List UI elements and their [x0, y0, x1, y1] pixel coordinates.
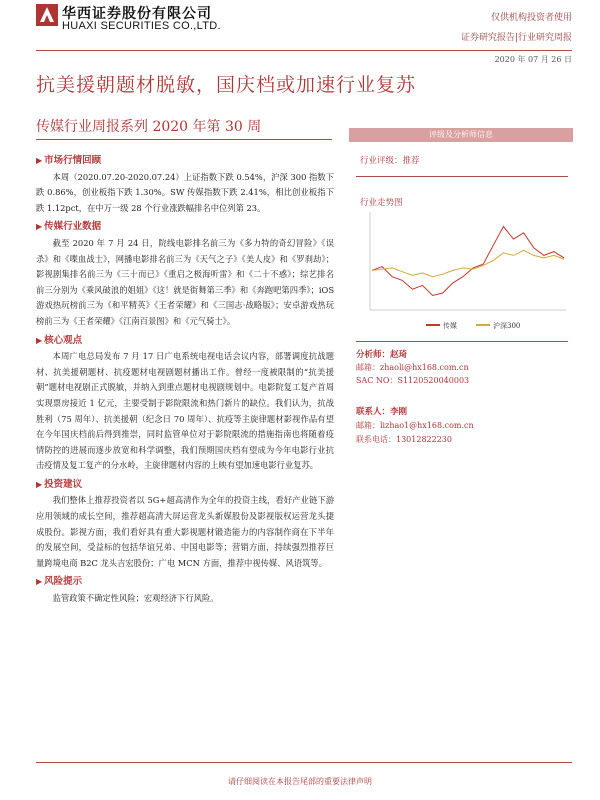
- chart-legend: [426, 321, 520, 330]
- report-date: 2020 年 07 月 26 日: [494, 55, 572, 64]
- section-text: 本周（2020.07.20-2020.07.24）上证指数下跌 0.54%，沪深 300 指数下跌 0.86%，创业板指下跌 1.30%。SW 传媒指数下跌 2.41%，相比创业板指下跌 1.12pct，在中万一级 28 个行业涨跌幅排名中位列第 23。: [36, 171, 334, 213]
- section-text: 监管政策不确定性风险；宏观经济下行风险。: [52, 593, 219, 604]
- trend-chart: [356, 210, 572, 335]
- section-heading: ▶ 市场行情回顾: [36, 155, 102, 166]
- section-heading: ▶ 核心观点: [36, 334, 83, 346]
- analyst-sac: SAC NO：S1120520040003: [356, 376, 470, 385]
- section-text: 截至 2020 年 7 月 24 日，院线电影排名前三为《多力特的奇幻冒险》《误杀》和《喋血战士》，网播电影排名前三为《天气之子》《美人皮》和《罗刹劫》；影视剧集排名前三为《三十而已》《重启之极海听雷》和《二十不惑》；综艺排名前三分别为《乘风破浪的姐姐》《这！就是街舞第三季》和《奔跑吧第四季》；iOS 游戏热玩榜前三为《和平精英》《王者荣耀》和《三国志·战略版》；安卓游戏热玩榜前三为《王者荣耀》《江南百景图》和《元气骑士》。: [36, 237, 334, 326]
- legal-notice: 请仔细阅读在本报告尾部的重要法律声明: [228, 777, 372, 786]
- company-logo: [36, 4, 58, 26]
- brand-name-cn: 华西证券股份有限公司: [62, 6, 212, 22]
- report-title: 抗美援朝题材脱敏，国庆档或加速行业复苏: [36, 74, 417, 96]
- triangle-bullet-icon: ▶: [36, 155, 43, 165]
- section-text: 本周广电总局发布 7 月 17 日广电系统电视电话会议内容，部署调度抗战题材、抗美援朝题材、抗疫题材电视剧题材播出工作。曾经一度被限制的“抗美援朝”题材电视剧正式脱敏，并纳入到重点题材电视剧规划中。电影院复工复产首周实现票房接近 1 亿元，主要受制于影院限流和热门新片的缺位。我们认为，抗战胜利（75 周年）、抗美援朝（纪念日 70 周年）、抗疫等主旋律题材影视作品有望在今年国庆档前后得到推崇，同时监管单位对于影院限流的措施指南也将随着疫情防控的进展而逐步放宽和科学调整，我们预期国庆档有望成为今年电影行业抗击疫情及复工复产的分水岭，主旋律题材内容的上映有望加速电影行业复苏。: [36, 351, 334, 471]
- section-text: 我们整体上推荐投资者以 5G+超高清作为全年的投资主线，看好产业链下游应用领域的成长空间，推荐超高清大屏运营龙头新媒股份及影视版权运营龙头捷成股份。影视方面，我们看好具有重大影视题材锻造能力的内容制作商在下半年的发展空间，受益标的包括华谊兄弟、中国电影等；营销方面，持续强烈推荐巨量跨境电商 B2C 龙头吉宏股份；广电 MCN 方面，推荐中视传媒、风语筑等。: [36, 495, 334, 568]
- subtitle-divider: [36, 139, 332, 140]
- contact-phone: 联系电话：13012822230: [356, 435, 452, 444]
- analyst-block-2: [356, 405, 572, 445]
- triangle-bullet-icon: ▶: [36, 478, 43, 489]
- trend-label: 行业走势图: [360, 198, 403, 208]
- contact-name: 联系人：李刚: [356, 407, 408, 417]
- contact-email: 邮箱：lizhao1@hx168.com.cn: [356, 421, 474, 430]
- sidebar-divider: [356, 341, 568, 342]
- brand-name-en: HUAXI SECURITIES CO.,LTD.: [62, 20, 221, 32]
- analyst-email: 邮箱：zhaoli@hx168.com.cn: [356, 363, 469, 372]
- report-type: 证券研究报告|行业研究周报: [460, 33, 572, 43]
- footer-divider: [36, 762, 572, 763]
- series-line-0: [372, 227, 564, 296]
- triangle-bullet-icon: ▶: [36, 576, 43, 587]
- legend-label-0: 传媒: [443, 322, 457, 330]
- triangle-bullet-icon: ▶: [36, 221, 43, 232]
- analyst-name: 分析师：赵琦: [356, 350, 408, 360]
- industry-rating: 行业评级：推荐: [360, 156, 420, 166]
- report-body: [36, 150, 334, 607]
- audience-note: 仅供机构投资者使用: [490, 13, 572, 23]
- header-divider: [36, 50, 572, 51]
- legend-label-1: 沪深300: [493, 322, 521, 330]
- sidebar-divider: [356, 176, 568, 177]
- triangle-bullet-icon: ▶: [36, 334, 43, 345]
- section-heading: ▶ 传媒行业数据: [36, 221, 102, 233]
- section-heading: ▶ 投资建议: [36, 478, 83, 490]
- analyst-block-1: [356, 348, 572, 386]
- report-subtitle: 传媒行业周报系列 2020 年第 30 周: [36, 119, 262, 135]
- sidebar-header: 评级及分析师信息: [349, 128, 573, 142]
- section-heading: ▶ 风险提示: [36, 576, 83, 588]
